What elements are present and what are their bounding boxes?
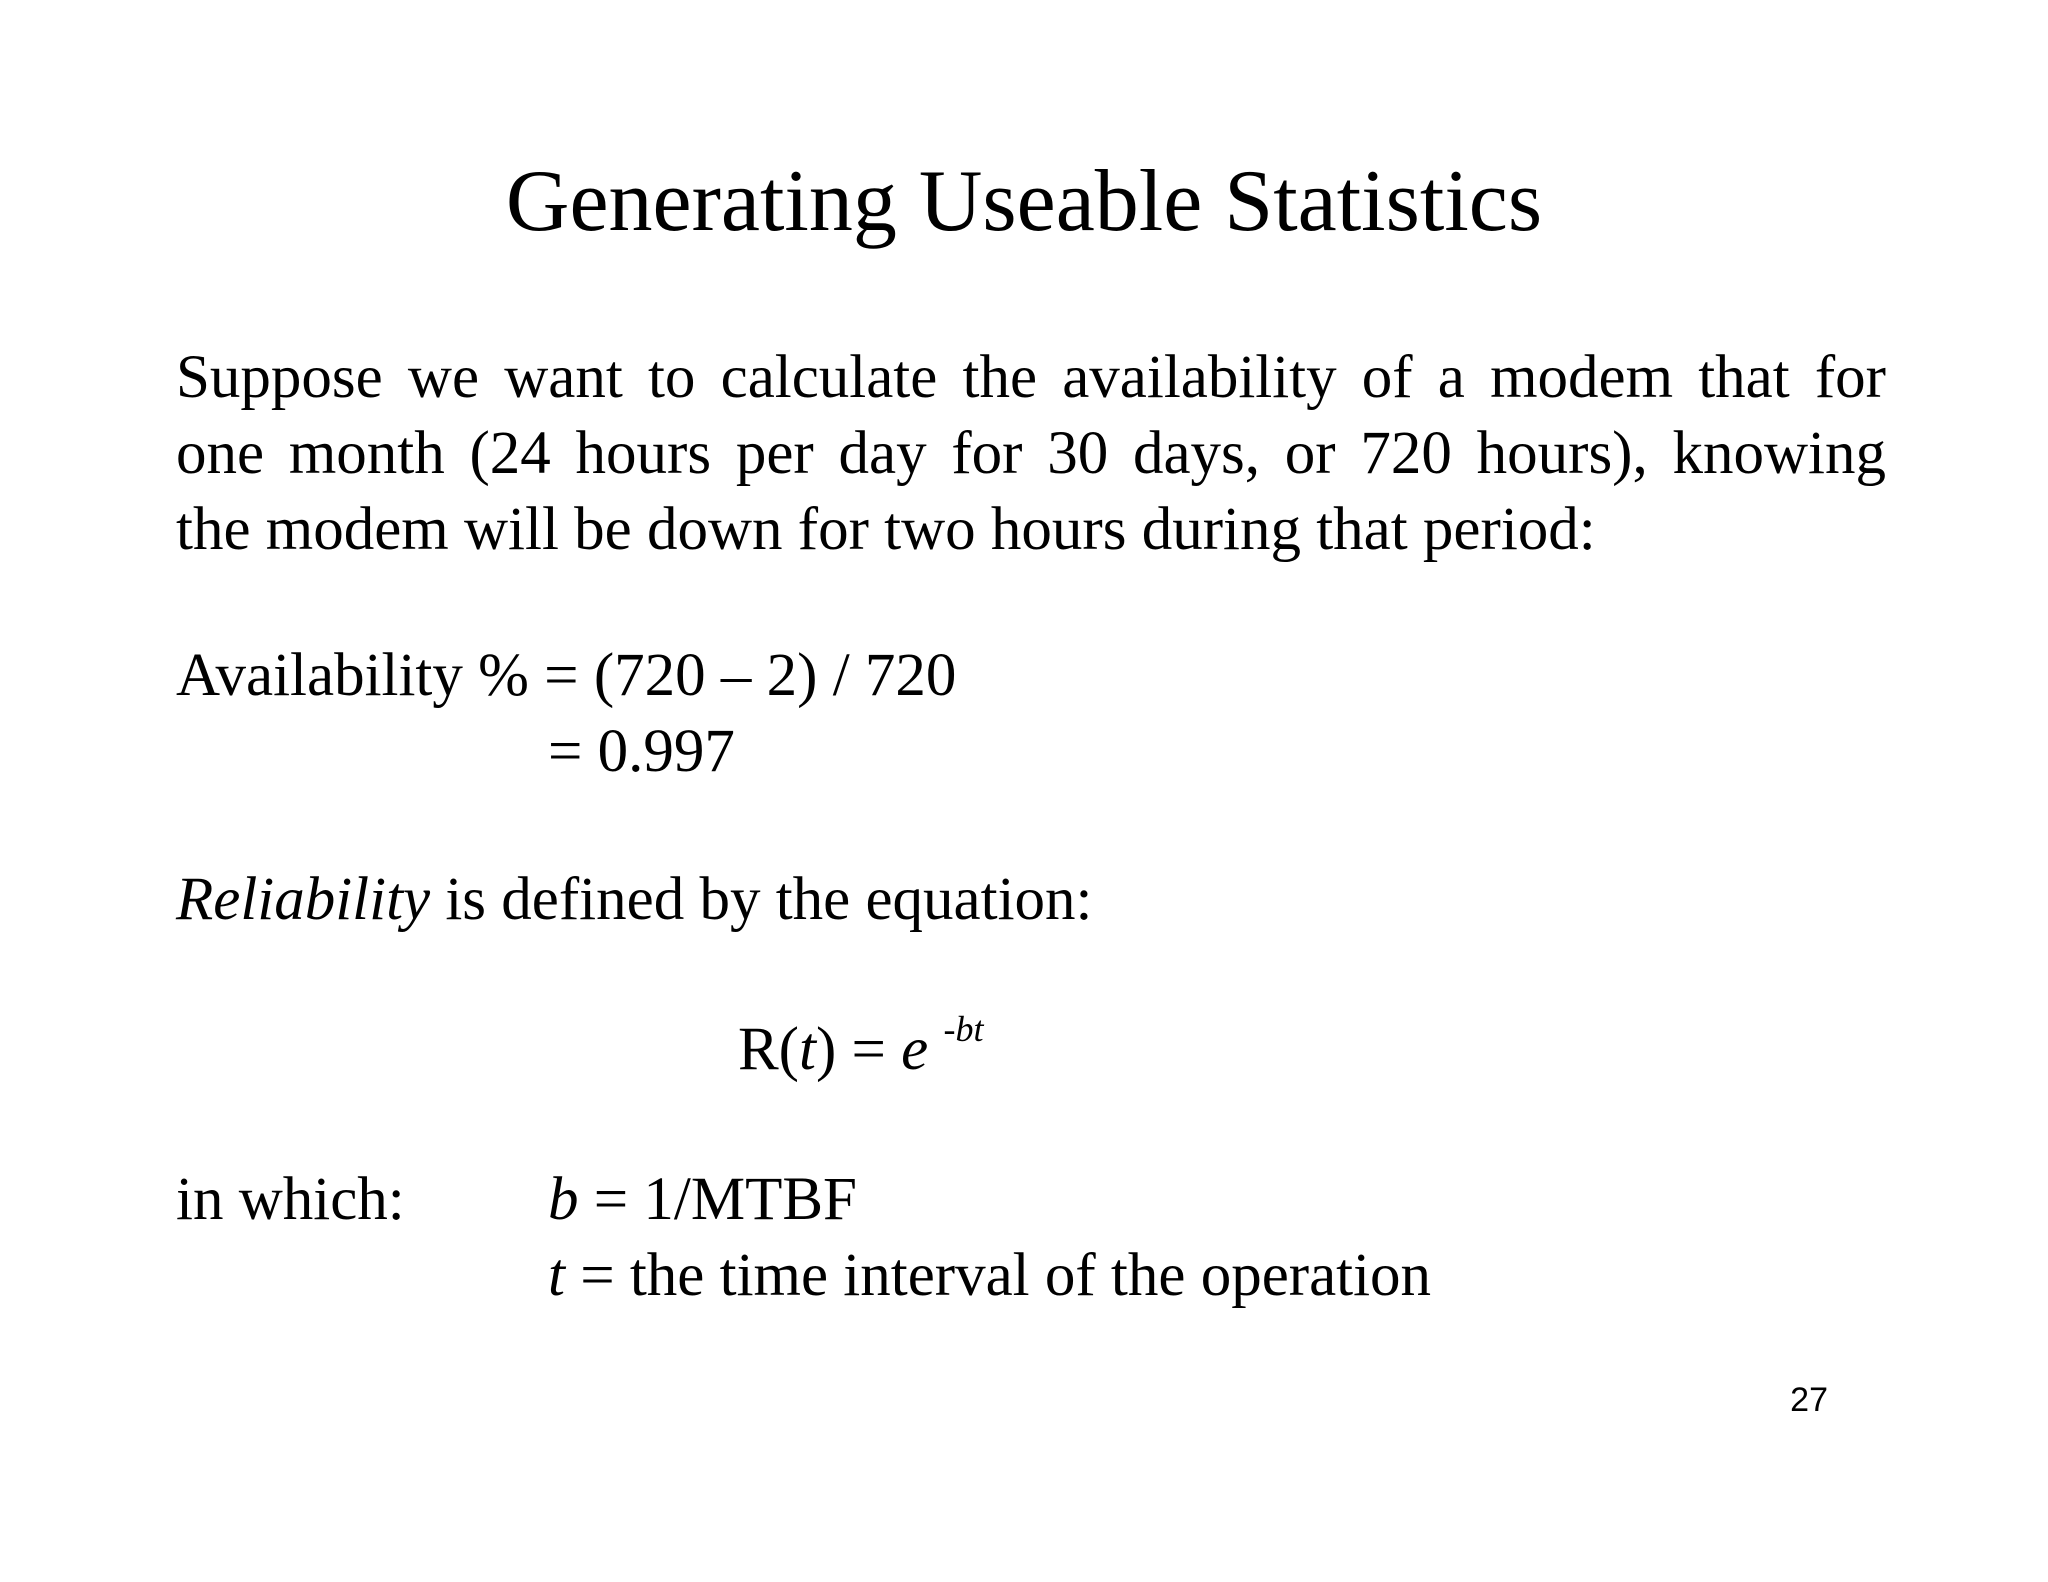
definitions-intro: in which: bbox=[176, 1166, 405, 1233]
intro-line: Suppose we want to calculate the availability of a modem that for bbox=[176, 344, 1886, 411]
definition-t-var: t bbox=[548, 1242, 565, 1309]
intro-line: the modem will be down for two hours during that period: bbox=[176, 496, 1596, 563]
intro-paragraph bbox=[176, 340, 1886, 568]
reliability-rest: is defined by the equation: bbox=[430, 866, 1093, 933]
definition-b-text: = 1/MTBF bbox=[578, 1166, 857, 1233]
definition-t bbox=[548, 1238, 1431, 1314]
definition-b-var: b bbox=[548, 1166, 579, 1233]
intro-line: one month (24 hours per day for 30 days, or 720 hours), knowing bbox=[176, 420, 1886, 487]
slide-title: Generating Useable Statistics bbox=[505, 153, 1543, 250]
reliability-statement bbox=[176, 862, 1092, 938]
reliability-formula bbox=[738, 1009, 984, 1095]
formula-exponent: -bt bbox=[943, 1009, 984, 1049]
formula-lhs-close: ) = bbox=[815, 1016, 902, 1083]
definition-t-text: = the time interval of the operation bbox=[564, 1242, 1432, 1309]
reliability-term: Reliability bbox=[176, 866, 431, 933]
definition-b bbox=[548, 1162, 857, 1238]
formula-lhs-r: R( bbox=[738, 1016, 799, 1083]
formula-lhs-t: t bbox=[799, 1016, 816, 1083]
page-number: 27 bbox=[1790, 1381, 1828, 1419]
availability-result: = 0.997 bbox=[548, 718, 735, 785]
formula-base: e bbox=[901, 1016, 929, 1083]
availability-equation: Availability % = (720 – 2) / 720 bbox=[176, 642, 957, 709]
